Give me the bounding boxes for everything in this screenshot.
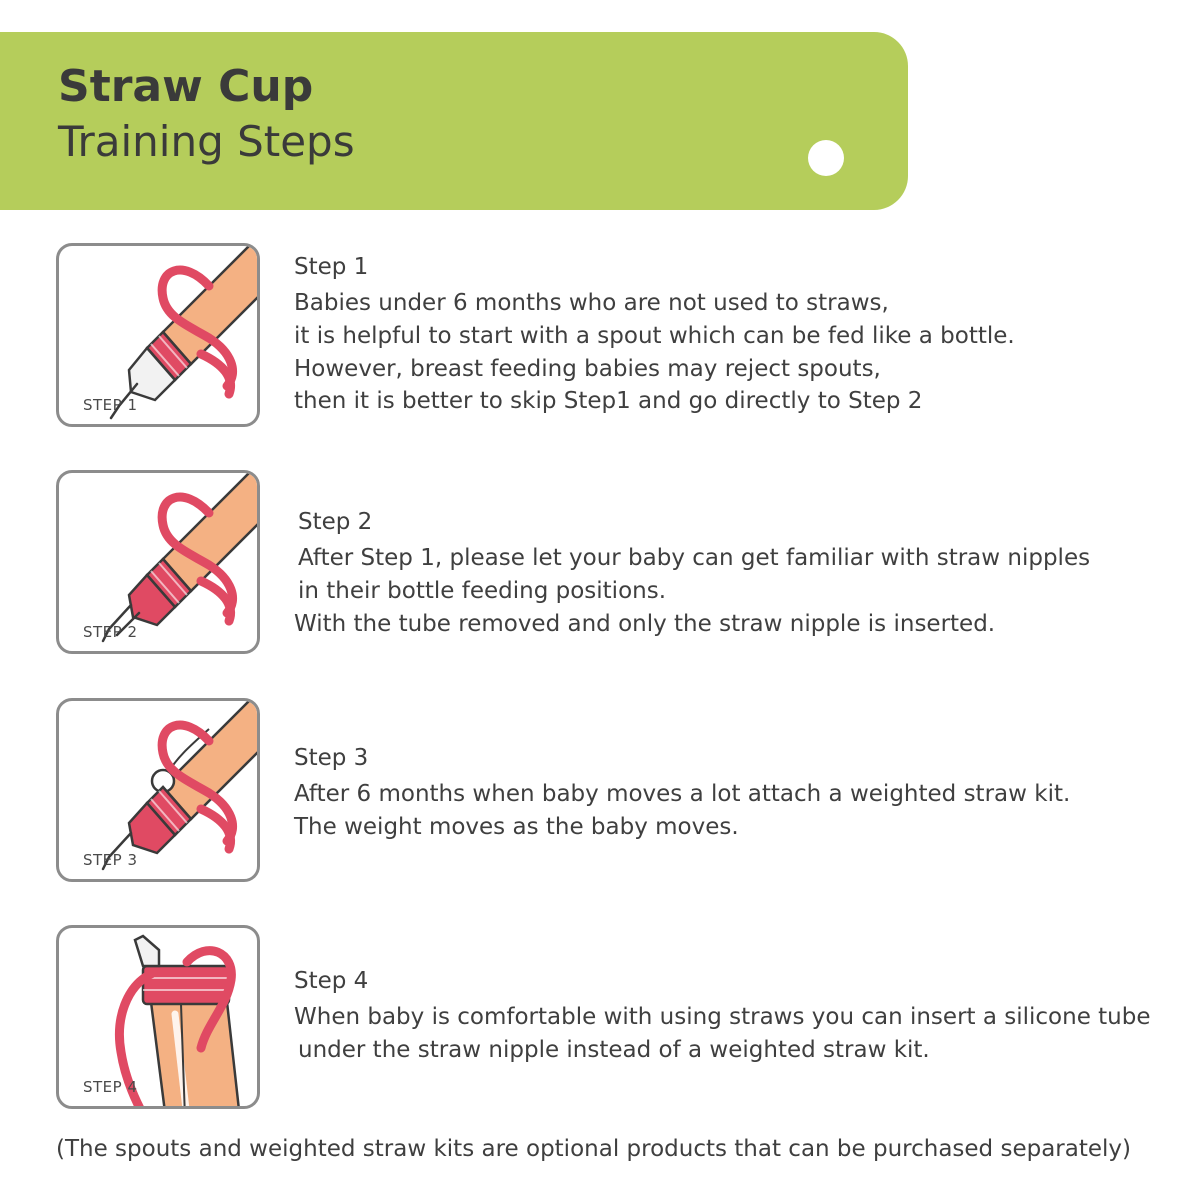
step-heading: Step 1 — [294, 254, 369, 280]
page-title: Straw Cup — [58, 61, 314, 112]
step-line: When baby is comfortable with using straws you can insert a silicone tube — [294, 1003, 1151, 1030]
step-line: After Step 1, please let your baby can get familiar with straw nipples — [298, 544, 1091, 571]
step-thumbnail — [56, 243, 260, 427]
header-banner — [0, 32, 908, 210]
step-heading: Step 3 — [294, 745, 369, 771]
step-line: in their bottle feeding positions. — [298, 577, 667, 604]
step-text-block — [294, 508, 1174, 640]
step-thumbnail-label: STEP 4 — [83, 1078, 138, 1096]
step-heading: Step 4 — [294, 968, 369, 994]
step-line: then it is better to skip Step1 and go directly to Step 2 — [294, 388, 923, 415]
step-thumbnail — [56, 698, 260, 882]
step-text-block — [294, 253, 1174, 418]
step-thumbnail-label: STEP 3 — [83, 851, 138, 869]
step-text-block — [294, 744, 1174, 844]
step-line: Babies under 6 months who are not used to straws, — [294, 289, 889, 316]
step-line: it is helpful to start with a spout which can be fed like a bottle. — [294, 322, 1015, 349]
step-thumbnail-label: STEP 2 — [83, 623, 138, 641]
step-line: However, breast feeding babies may reject spouts, — [294, 355, 881, 382]
step-line: With the tube removed and only the straw nipple is inserted. — [294, 610, 996, 637]
page-subtitle: Training Steps — [58, 116, 355, 166]
step-heading: Step 2 — [298, 509, 373, 535]
circle-dot-icon — [808, 140, 844, 176]
step-text-block — [294, 967, 1174, 1067]
step-line: The weight moves as the baby moves. — [294, 813, 739, 840]
step-thumbnail — [56, 470, 260, 654]
step-thumbnail — [56, 925, 260, 1109]
step-line: After 6 months when baby moves a lot attach a weighted straw kit. — [294, 780, 1071, 807]
step-thumbnail-label: STEP 1 — [83, 396, 138, 414]
step-line: under the straw nipple instead of a weighted straw kit. — [298, 1036, 930, 1063]
header-text-block — [58, 62, 355, 167]
footnote: (The spouts and weighted straw kits are optional products that can be purchased separately) — [56, 1136, 1131, 1162]
